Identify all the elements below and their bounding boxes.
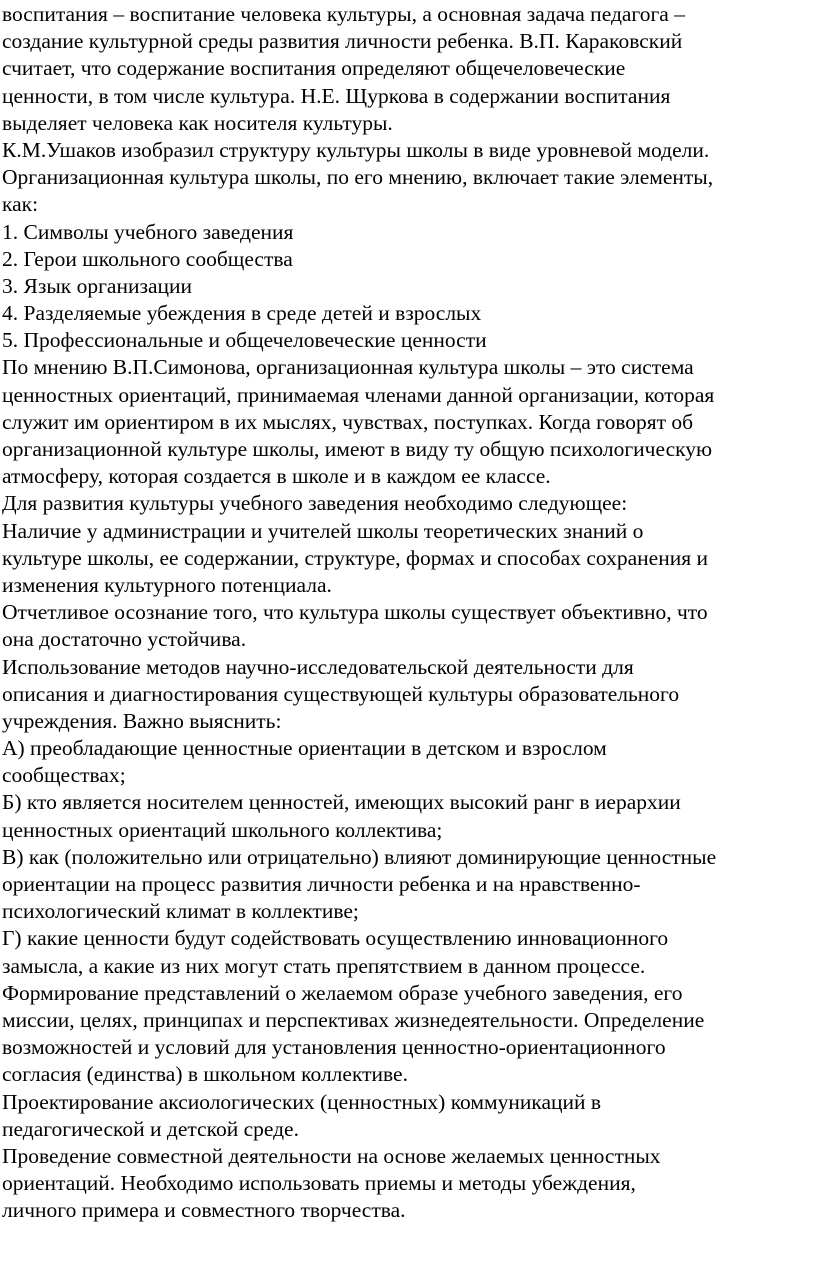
text-line: К.М.Ушаков изобразил структуру культуры школы в виде уровневой модели. xyxy=(2,137,710,162)
text-line: описания и диагностирования существующей культуры образовательного xyxy=(2,681,680,706)
list-item: 5. Профессиональные и общечеловеческие ценности xyxy=(2,328,487,353)
text-line: По мнению В.П.Симонова, организационная культура школы – это система xyxy=(2,355,694,380)
text-line: личного примера и совместного творчества. xyxy=(2,1198,406,1223)
list-item: Г) какие ценности будут содействовать осуществлению инновационного xyxy=(2,926,669,951)
text-line: ценностных ориентаций школьного коллектива; xyxy=(2,817,443,842)
text-line: психологический климат в коллективе; xyxy=(2,899,359,924)
text-line: педагогической и детской среде. xyxy=(2,1116,299,1141)
text-line: культуре школы, ее содержании, структуре, формах и способах сохранения и xyxy=(2,545,708,570)
text-line: организационной культуре школы, имеют в виду ту общую психологическую xyxy=(2,437,713,461)
text-line: ценности, в том числе культура. Н.Е. Щуркова в содержании воспитания xyxy=(2,83,671,108)
text-line: ориентации на процесс развития личности ребенка и на нравственно- xyxy=(2,872,641,896)
text-line: Организационная культура школы, по его мнению, включает такие элементы, xyxy=(2,165,714,190)
list-item: В) как (положительно или отрицательно) влияют доминирующие ценностные xyxy=(2,844,717,869)
text-line: она достаточно устойчива. xyxy=(2,627,247,652)
text-line: атмосферу, которая создается в школе и в каждом ее классе. xyxy=(2,464,551,489)
text-line: согласия (единства) в школьном коллективе. xyxy=(2,1062,408,1087)
text-line: воспитания – воспитание человека культуры, а основная задача педагога – xyxy=(2,2,685,26)
list-item: А) преобладающие ценностные ориентации в детском и взрослом xyxy=(2,736,607,761)
text-line: Проектирование аксиологических (ценностных) коммуникаций в xyxy=(2,1089,602,1114)
text-line: возможностей и условий для установления ценностно-ориентационного xyxy=(2,1035,666,1060)
list-item: 2. Герои школьного сообщества xyxy=(2,246,293,271)
text-line: создание культурной среды развития личности ребенка. В.П. Караковский xyxy=(2,29,683,54)
text-line: выделяет человека как носителя культуры. xyxy=(2,110,393,135)
text-line: миссии, целях, принципах и перспективах жизнедеятельности. Определение xyxy=(2,1007,705,1032)
list-item: Б) кто является носителем ценностей, имеющих высокий ранг в иерархии xyxy=(2,790,681,815)
text-line: ценностных ориентаций, принимаемая членами данной организации, которая xyxy=(2,382,715,407)
text-line: замысла, а какие из них могут стать препятствием в данном процессе. xyxy=(2,953,646,978)
text-line: Использование методов научно-исследовательской деятельности для xyxy=(2,654,634,679)
text-line: Отчетливое осознание того, что культура школы существует объективно, что xyxy=(2,600,708,625)
text-line: ориентаций. Необходимо использовать приемы и методы убеждения, xyxy=(2,1171,636,1196)
list-item: 3. Язык организации xyxy=(2,273,193,298)
list-item: 4. Разделяемые убеждения в среде детей и взрослых xyxy=(2,301,482,326)
list-item: 1. Символы учебного заведения xyxy=(2,219,294,244)
text-line: считает, что содержание воспитания определяют общечеловеческие xyxy=(2,56,626,81)
text-line: учреждения. Важно выяснить: xyxy=(2,708,282,733)
text-line: Формирование представлений о желаемом образе учебного заведения, его xyxy=(2,980,683,1005)
text-line: Проведение совместной деятельности на основе желаемых ценностных xyxy=(2,1143,661,1168)
text-line: изменения культурного потенциала. xyxy=(2,572,332,597)
text-line: служит им ориентиром в их мыслях, чувствах, поступках. Когда говорят об xyxy=(2,409,694,434)
text-line: Наличие у администрации и учителей школы теоретических знаний о xyxy=(2,518,644,543)
text-line: Для развития культуры учебного заведения необходимо следующее: xyxy=(2,491,628,516)
text-line: как: xyxy=(2,192,39,217)
text-line: сообществах; xyxy=(2,763,126,788)
